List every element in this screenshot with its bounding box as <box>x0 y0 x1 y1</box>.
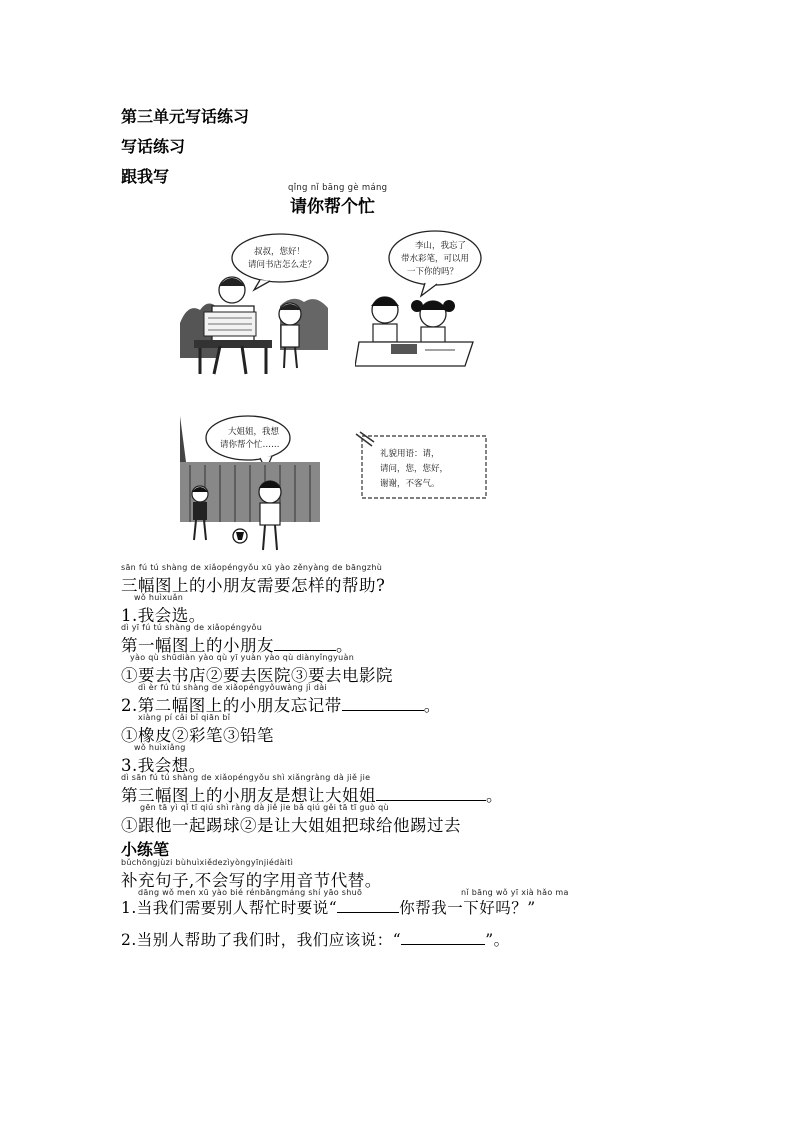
polite-words-note <box>352 430 490 502</box>
follow-heading: 跟我写 <box>121 167 170 186</box>
question-text: 三幅图上的小朋友需要怎样的帮助? <box>121 576 386 595</box>
p2-end: ”。 <box>485 931 510 949</box>
pic2-bubble-line3: 一下你的吗？ <box>407 267 459 277</box>
p1-pinyin: dāng wǒ men xū yào bié rénbāngmáng shí yāo shuō <box>138 888 363 897</box>
q1-text: 第一幅图上的小朋友 <box>121 636 274 655</box>
choose-pinyin: wǒ huìxuǎn <box>134 593 184 602</box>
q3-options-pinyin: gēn tā yì qǐ tī qiú shì ràng dà jiě jie bǎ qiú gěi tā tī guò qù <box>140 803 389 812</box>
q2-options-pinyin: xiàng pí cǎi bǐ qiān bǐ <box>138 713 231 722</box>
q3-pinyin: dì sān fú tú shàng de xiǎopéngyǒu shì xiǎngràng dà jiě jie <box>121 773 371 782</box>
think-pinyin: wǒ huìxiǎng <box>134 743 186 752</box>
q2-blank[interactable] <box>342 696 424 711</box>
section-title: 写话练习 <box>121 137 186 156</box>
q3-text: 第三幅图上的小朋友是想让大姐姐 <box>121 786 376 805</box>
pic1-bubble-line1: 叔叔，您好！ <box>254 247 306 257</box>
q1-pinyin: dì yī fú tú shàng de xiǎopéngyǒu <box>121 623 263 632</box>
pic3-bubble-line1: 大姐姐，我想 <box>228 427 280 437</box>
p1-blank[interactable] <box>337 898 399 913</box>
practice-1-line <box>121 896 536 918</box>
practice-intro: 补充句子,不会写的字用音节代替。 <box>121 871 382 890</box>
q3-end: 。 <box>486 786 503 805</box>
illustration-ask-for-ball <box>180 410 320 560</box>
q2-pinyin: dì èr fú tú shàng de xiǎopéngyǒuwàng jì dài <box>138 683 327 692</box>
q1-options-pinyin: yào qù shūdiàn yào qù yī yuàn yào qù diànyǐngyuàn <box>130 653 355 662</box>
q3-blank[interactable] <box>376 786 486 801</box>
practice-2-line <box>121 928 510 950</box>
p1-text: 1.当我们需要别人帮忙时要说“ <box>121 899 338 917</box>
pic4-note-line1: 礼貌用语：请， <box>380 449 440 459</box>
q3-options: ①跟他一起踢球②是让大姐姐把球给他踢过去 <box>121 816 461 835</box>
pic2-bubble-line2: 带水彩笔，可以用 <box>401 254 470 264</box>
pic2-bubble-line1: 李山，我忘了 <box>415 241 467 251</box>
q2-options: ①橡皮②彩笔③铅笔 <box>121 726 274 745</box>
q2-text: 2.第二幅图上的小朋友忘记带 <box>121 696 342 715</box>
q2-end: 。 <box>423 696 441 715</box>
pic3-bubble-line2: 请你帮个忙…… <box>220 440 280 450</box>
q1-options: ①要去书店②要去医院③要去电影院 <box>121 666 393 685</box>
q1-blank[interactable] <box>274 636 336 651</box>
story-title-pinyin: qǐng nǐ bāng gè máng <box>288 183 388 193</box>
practice-intro-pinyin: bǔchōngjùzi bùhuìxiědezìyòngyīnjiédàitì <box>121 858 294 867</box>
q1-end: 。 <box>336 636 353 655</box>
illustration-borrow-pens <box>355 226 485 376</box>
choose-label: 1.我会选。 <box>121 606 206 625</box>
p2-blank[interactable] <box>401 930 485 945</box>
p2-text: 2.当别人帮助了我们时，我们应该说：“ <box>121 931 402 949</box>
illustration-ask-directions <box>180 228 330 378</box>
pic4-note-line2: 请问，您，您好， <box>380 464 449 474</box>
unit-title: 第三单元写话练习 <box>121 107 250 126</box>
pic1-bubble-line2: 请问书店怎么走？ <box>248 260 317 270</box>
p1-pinyin-2: nǐ bāng wǒ yī xià hǎo ma <box>461 888 569 897</box>
practice-heading: 小练笔 <box>121 840 170 859</box>
story-title: 请你帮个忙 <box>290 197 375 217</box>
p1-end: 你帮我一下好吗？” <box>399 899 536 917</box>
think-label: 3.我会想。 <box>121 756 206 775</box>
question-pinyin: sān fú tú shàng de xiǎopéngyǒu xū yào zěnyàng de bāngzhù <box>121 563 383 572</box>
pic4-note-line3: 谢谢，不客气。 <box>380 479 440 489</box>
